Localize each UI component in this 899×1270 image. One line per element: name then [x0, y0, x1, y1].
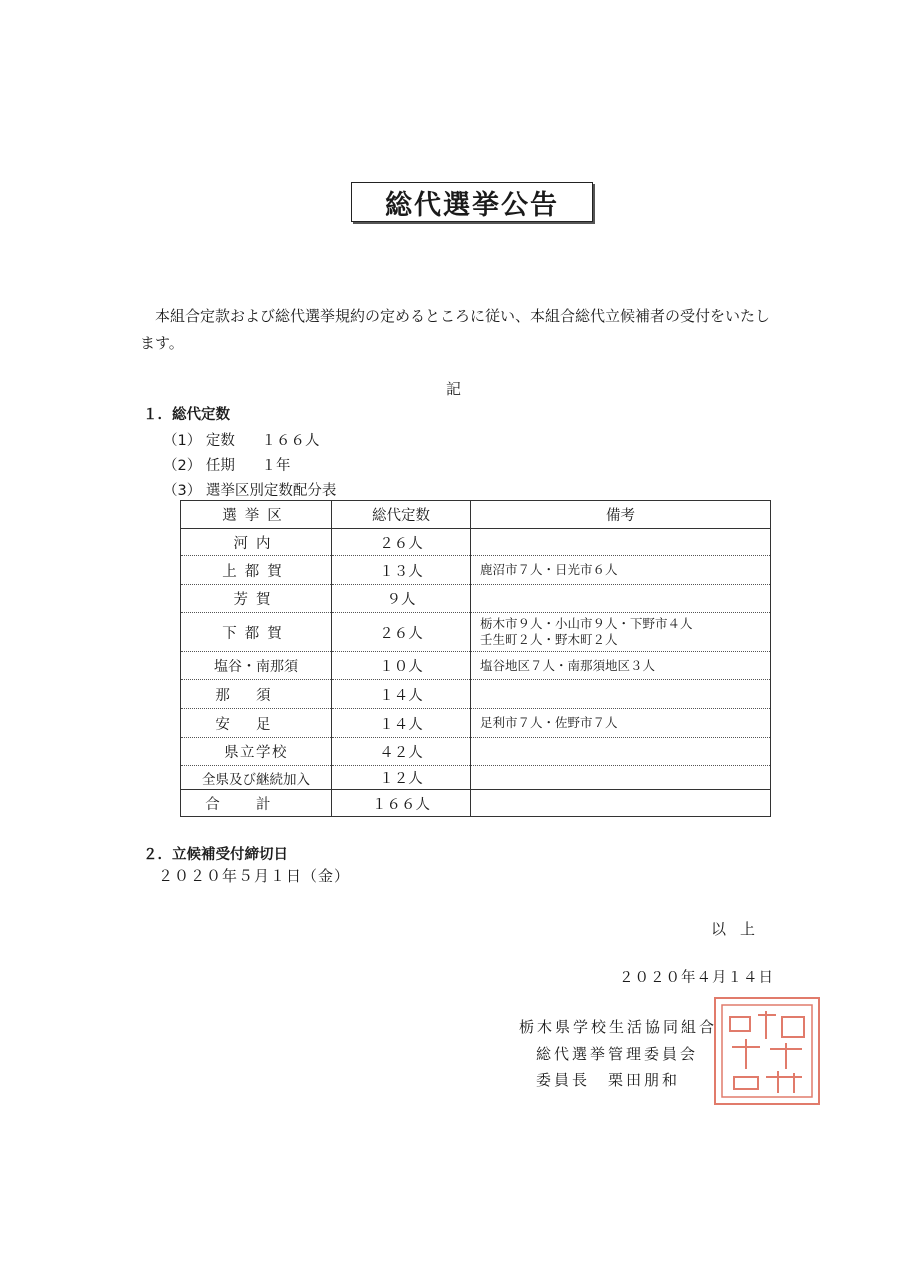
header-count: 総代定数 [332, 501, 471, 529]
official-seal [714, 997, 820, 1105]
total-count-cell: １６６人 [332, 790, 471, 817]
district-cell: 河内 [181, 529, 332, 556]
table-row [181, 585, 771, 613]
count-cell: １２人 [332, 766, 471, 790]
note-cell: 栃木市９人・小山市９人・下野市４人 壬生町２人・野木町２人 [471, 613, 771, 652]
item-text: 任期 [205, 458, 235, 474]
district-cell: 那須 [181, 680, 332, 709]
table-total-row [181, 790, 771, 817]
item-term [163, 454, 290, 475]
org-chair: 委員長 栗田朋和 [536, 1071, 681, 1089]
count-cell: １０人 [332, 652, 471, 680]
count-cell: １３人 [332, 556, 471, 585]
table-row [181, 680, 771, 709]
item-table-label [163, 479, 336, 500]
note-cell: 鹿沼市７人・日光市６人 [471, 556, 771, 585]
note-cell [471, 529, 771, 556]
document-title: 総代選挙公告 [385, 189, 559, 221]
item-label: （2） [163, 458, 202, 474]
section1-heading: １．総代定数 [143, 407, 230, 423]
item-quota [163, 429, 319, 450]
table-row [181, 709, 771, 738]
closing-mark: 以上 [711, 920, 770, 938]
item-label: （3） [163, 483, 202, 499]
ki-marker: 記 [446, 380, 462, 398]
item-label: （1） [163, 433, 202, 449]
note-cell [471, 680, 771, 709]
note-cell [471, 738, 771, 766]
header-note: 備考 [471, 501, 771, 529]
note-cell: 塩谷地区７人・南那須地区３人 [471, 652, 771, 680]
item-text: 定数 [205, 433, 235, 449]
count-cell: ４２人 [332, 738, 471, 766]
note-cell: 足利市７人・佐野市７人 [471, 709, 771, 738]
table-row [181, 652, 771, 680]
intro-paragraph: 本組合定款および総代選挙規約の定めるところに従い、本組合総代立候補者の受付をいたします。 [140, 307, 771, 352]
total-district-cell: 合計 [181, 790, 332, 817]
table-row [181, 738, 771, 766]
district-cell: 全県及び継続加入 [181, 766, 332, 790]
table-row [181, 556, 771, 585]
district-cell: 安足 [181, 709, 332, 738]
table-row [181, 613, 771, 652]
section2-heading: ２．立候補受付締切日 [143, 847, 288, 863]
district-cell: 下都賀 [181, 613, 332, 652]
total-note-cell [471, 790, 771, 817]
issue-date: ２０２０年４月１４日 [619, 970, 774, 986]
count-cell: １４人 [332, 709, 471, 738]
table-header-row [181, 501, 771, 529]
table-row [181, 529, 771, 556]
deadline-date: ２０２０年５月１日（金） [158, 867, 351, 885]
org-name: 栃木県学校生活協同組合 [519, 1018, 718, 1036]
note-cell [471, 766, 771, 790]
district-cell: 上都賀 [181, 556, 332, 585]
item-value: １年 [261, 458, 291, 474]
note-cell [471, 585, 771, 613]
district-cell: 塩谷・南那須 [181, 652, 332, 680]
count-cell: １４人 [332, 680, 471, 709]
district-cell: 芳賀 [181, 585, 332, 613]
count-cell: ９人 [332, 585, 471, 613]
district-table [180, 500, 771, 817]
item-value: １６６人 [261, 433, 320, 449]
district-cell: 県立学校 [181, 738, 332, 766]
count-cell: ２６人 [332, 529, 471, 556]
item-text: 選挙区別定数配分表 [205, 483, 337, 499]
header-district: 選挙区 [181, 501, 332, 529]
seal-pattern-icon [716, 999, 818, 1103]
title-box [351, 182, 593, 222]
table-row [181, 766, 771, 790]
count-cell: ２６人 [332, 613, 471, 652]
org-committee: 総代選挙管理委員会 [536, 1045, 699, 1063]
